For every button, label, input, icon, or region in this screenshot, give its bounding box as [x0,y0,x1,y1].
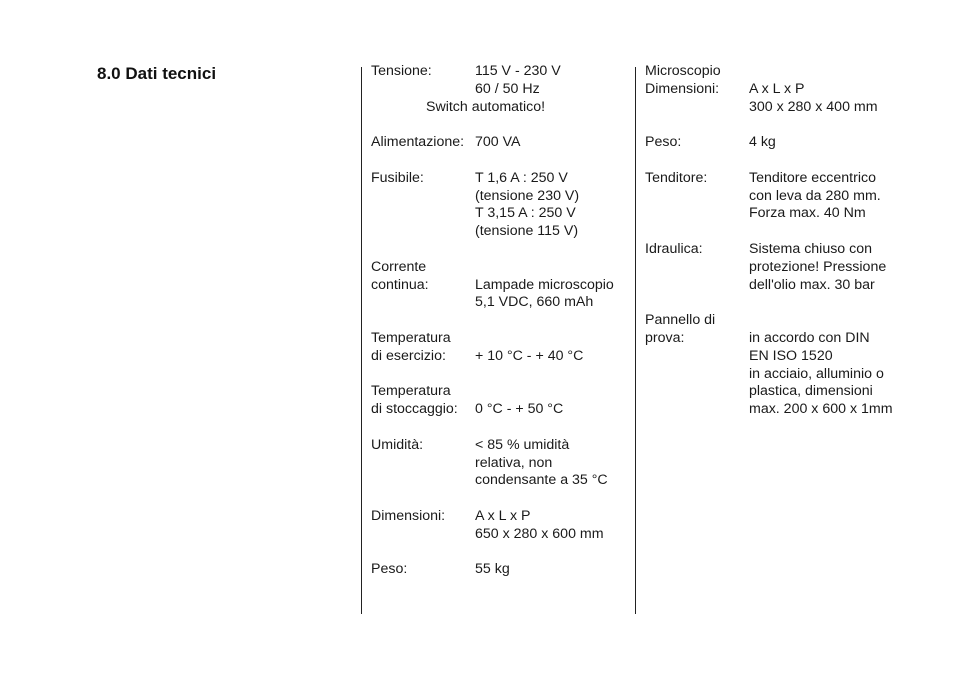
spec-row-dimensions [371,508,629,544]
spec-value: Sistema chiuso con protezione! Pressione dell'olio max. 30 bar [749,240,887,293]
spec-value: A x L x P 650 x 280 x 600 mm [475,507,604,542]
spec-label: Microscopio Dimensioni: [645,63,721,97]
spec-label: Temperatura di stoccaggio: [371,383,458,418]
section-title: 8.0 Dati tecnici [97,64,217,83]
spec-label: Peso: [645,134,682,151]
spec-label: Tensione: [371,63,432,79]
spec-value: 4 kg [749,134,776,151]
spec-row-humidity [371,437,629,490]
spec-value: Tenditore eccentrico con leva da 280 mm. Forza max. 40 Nm [749,169,881,222]
spec-row-microscope-weight [645,134,945,152]
spec-value: 115 V - 230 V 60 / 50 Hz [475,63,561,97]
spec-row-weight [371,561,629,579]
spec-label: Dimensioni: [371,507,446,524]
spec-value: A x L x P 300 x 280 x 400 mm [749,80,878,115]
spec-label: Tenditore: [645,169,708,186]
spec-row-operating-temp [371,330,629,366]
spacer [371,490,629,508]
column-divider-right [635,67,636,614]
spec-value: + 10 °C - + 40 °C [475,347,584,364]
spec-label: Idraulica: [645,240,703,257]
spec-note: Switch automatico! [426,98,546,115]
spacer [371,152,629,170]
spec-label: Fusibile: [371,169,424,186]
spacer [371,544,629,562]
spec-row-voltage [371,63,629,99]
spec-row-hydraulics [645,241,945,294]
spacer [645,152,945,170]
spec-row-power [371,134,629,152]
spec-row-fuse [371,170,629,241]
spec-label: Temperatura di esercizio: [371,329,451,364]
spec-label: Umidità: [371,436,424,453]
spec-row-microscope-dimensions [645,63,945,116]
spacer [645,294,945,312]
column-divider-left [361,67,362,614]
spec-value: Lampade microscopio 5,1 VDC, 660 mAh [475,276,614,311]
spacer [645,116,945,134]
spacer [645,223,945,241]
spacer [371,419,629,437]
spec-row-clamp [645,170,945,223]
spec-label: Pannello di prova: [645,312,716,346]
spec-column-left [371,63,629,579]
spacer [371,366,629,384]
spacer [371,116,629,134]
spec-label: Corrente continua: [371,258,429,293]
spec-row-test-panel [645,312,945,419]
spec-value: 700 VA [475,134,521,151]
spec-row-dc-current [371,259,629,312]
spec-label: Alimentazione: [371,134,465,151]
spec-value: in accordo con DIN EN ISO 1520 in acciaio, alluminio o plastica, dimensioni max. 200 x 600 x 1mm [749,329,893,418]
spec-column-right [645,63,945,419]
spacer [371,241,629,259]
spacer [371,312,629,330]
spec-value: < 85 % umidità relativa, non condensante a 35 °C [475,436,608,489]
spec-value: 55 kg [475,561,510,578]
spec-value: 0 °C - + 50 °C [475,401,564,418]
spec-label: Peso: [371,561,408,578]
spec-value: T 1,6 A : 250 V (tensione 230 V) T 3,15 A : 250 V (tensione 115 V) [475,169,580,240]
spec-row-storage-temp [371,383,629,419]
